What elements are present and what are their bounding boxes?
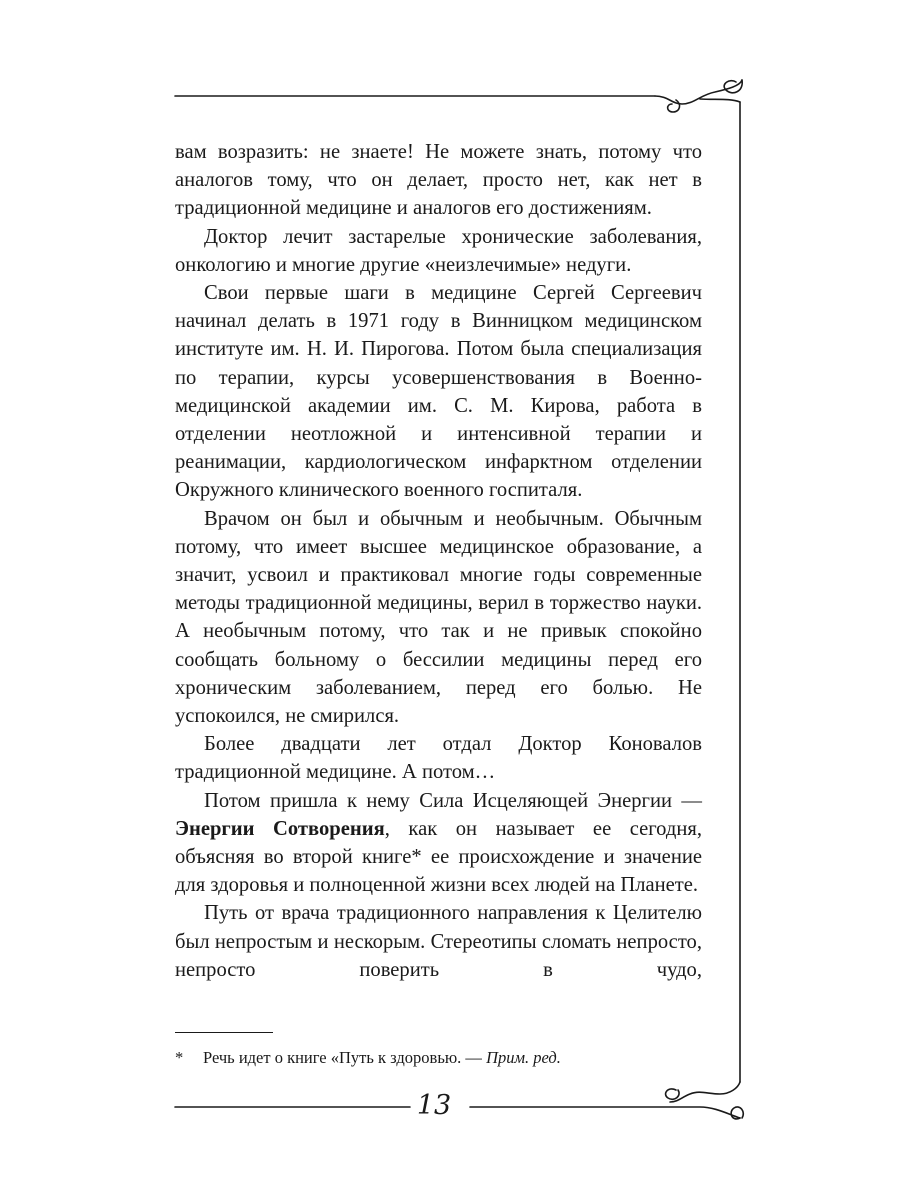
- paragraph-text: Потом пришла к нему Сила Исцеляющей Энергии —: [204, 789, 702, 812]
- paragraph: Врачом он был и обычным и необычным. Обычным потому, что имеет высшее медицинское образование, а значит, усвоил и практиковал многие годы современные методы традиционной медицины, верил в торжество науки. А необычным потому, что так и не привык спокойно сообщать больному о бессилии медицины перед его хроническим заболеванием, перед его болью. Не успокоился, не смирился.: [175, 507, 702, 728]
- paragraph-text: , как он называет ее сегодня, объясняя во второй книге* ее происхождение и значение для здоровья и полноценной жизни всех людей на Планете.: [175, 817, 702, 897]
- footnote-text: Речь идет о книге «Путь к здоровью. —: [203, 1048, 487, 1067]
- paragraph: Свои первые шаги в медицине Сергей Сергеевич начинал делать в 1971 году в Винницком медицинском институте им. Н. И. Пирогова. Потом была специализация по терапии, курсы усовершенствования в Военно-медицинской академии им. С. М. Кирова, работа в отделении неотложной и интенсивной терапии и реанимации, кардиологическом инфарктном отделении Окружного клинического военного госпиталя.: [175, 282, 702, 502]
- page-number: 13: [416, 1090, 452, 1121]
- paragraph: Путь от врача традиционного направления к Целителю был непростым и нескорым. Стереотипы сломать непросто, непросто поверить в чудо,: [175, 902, 702, 981]
- footnote: [175, 1047, 702, 1069]
- paragraph: [175, 787, 702, 900]
- body-text: [175, 138, 702, 984]
- bottom-flourish: [670, 1082, 740, 1102]
- paragraph: Доктор лечит застарелые хронические заболевания, онкологию и многие другие «неизлечимые» недуги.: [175, 225, 702, 276]
- footnote-editor-note: Прим. ред.: [486, 1048, 561, 1067]
- paragraph: Более двадцати лет отдал Доктор Коновалов традиционной медицине. А потом…: [175, 733, 702, 784]
- footnote-marker: *: [175, 1048, 184, 1067]
- bold-term: Энергии Сотворения: [175, 817, 385, 840]
- footnote-rule: [175, 1032, 273, 1033]
- paragraph: вам возразить: не знаете! Не можете знать, потому что аналогов тому, что он делает, просто нет, как нет в традиционной медицине и аналогов его достижениям.: [175, 141, 702, 220]
